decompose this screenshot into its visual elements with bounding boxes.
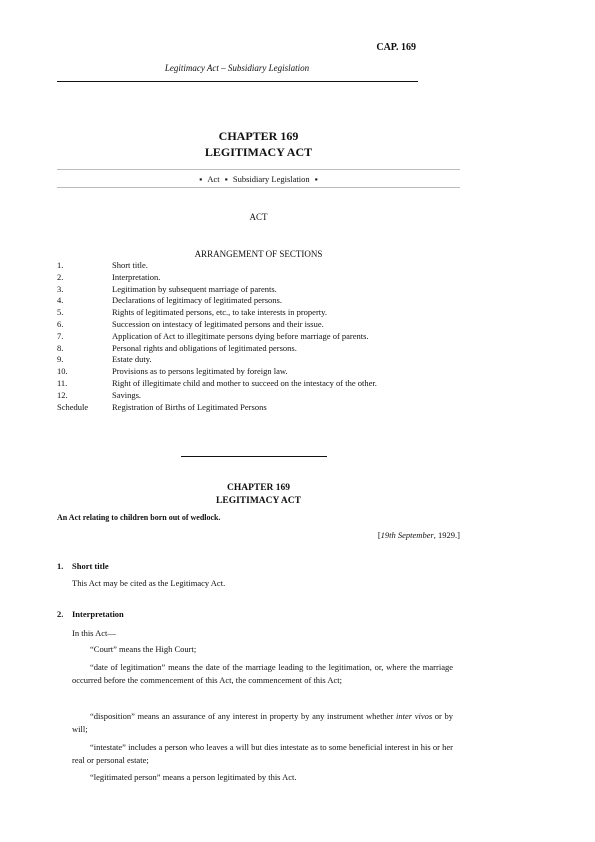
arrangement-item-title: Provisions as to persons legitimated by foreign law. bbox=[112, 366, 288, 377]
long-title: An Act relating to children born out of wedlock. bbox=[57, 513, 221, 522]
definition-court: “Court” means the High Court; bbox=[90, 644, 197, 654]
act-title: LEGITIMACY ACT bbox=[204, 145, 313, 159]
act-title-block bbox=[57, 482, 460, 508]
chapter-heading: CHAPTER 169 bbox=[218, 129, 299, 143]
arrangement-item[interactable] bbox=[57, 366, 460, 378]
nav-link-subsidiary-legislation[interactable]: Subsidiary Legislation bbox=[232, 174, 310, 184]
section-title: Short title bbox=[72, 561, 109, 571]
arrangement-item[interactable] bbox=[57, 260, 460, 272]
section-number: 2. bbox=[57, 609, 64, 619]
section-nav bbox=[57, 174, 460, 184]
arrangement-item[interactable] bbox=[57, 390, 460, 402]
arrangement-item-number: 9. bbox=[57, 354, 64, 365]
arrangement-item-number: 10. bbox=[57, 366, 68, 377]
arrangement-item-title: Legitimation by subsequent marriage of parents. bbox=[112, 283, 277, 294]
arrangement-item[interactable] bbox=[57, 272, 460, 284]
arrangement-item[interactable] bbox=[57, 354, 460, 366]
arrangement-item-title: Registration of Births of Legitimated Persons bbox=[112, 401, 267, 412]
arrangement-item-title: Short title. bbox=[112, 260, 148, 270]
arrangement-item-title: Savings. bbox=[112, 389, 142, 400]
section-2-intro: In this Act— bbox=[72, 628, 116, 638]
nav-rule-bottom bbox=[57, 187, 460, 188]
section-2-heading bbox=[57, 609, 124, 619]
arrangement-item-number: 12. bbox=[57, 389, 68, 400]
section-1-text: This Act may be cited as the Legitimacy Act. bbox=[72, 578, 226, 588]
arrangement-item[interactable] bbox=[57, 307, 460, 319]
nav-rule-top bbox=[57, 169, 460, 170]
arrangement-item-title: Estate duty. bbox=[112, 354, 152, 365]
arrangement-item-number: 4. bbox=[57, 295, 64, 306]
section-1-heading bbox=[57, 561, 109, 571]
arrangement-item-title: Succession on intestacy of legitimated persons and their issue. bbox=[112, 318, 324, 329]
section-title: Interpretation bbox=[72, 609, 124, 619]
arrangement-item-title: Declarations of legitimacy of legitimated persons. bbox=[112, 295, 282, 306]
definition-legitimated-person: “legitimated person” means a person legitimated by this Act. bbox=[90, 772, 297, 782]
definition-disposition: “disposition” means an assurance of any interest in property by any instrument whether inter vivos or by will; bbox=[72, 711, 453, 734]
arrangement-item-title: Right of illegitimate child and mother to succeed on the intestacy of the other. bbox=[112, 377, 377, 388]
arrangement-item-number: 7. bbox=[57, 330, 64, 341]
arrangement-item-title: Rights of legitimated persons, etc., to take interests in property. bbox=[112, 307, 327, 318]
arrangement-item[interactable] bbox=[57, 378, 460, 390]
act-title-2: LEGITIMACY ACT bbox=[216, 496, 301, 506]
running-title: Legitimacy Act – Subsidiary Legislation bbox=[164, 63, 310, 73]
arrangement-item-number: 5. bbox=[57, 307, 64, 318]
section-divider bbox=[181, 456, 327, 457]
arrangement-item-number: 2. bbox=[57, 271, 64, 282]
arrangement-item-title: Application of Act to illegitimate persons dying before marriage of parents. bbox=[112, 330, 369, 341]
arrangement-item-number: 1. bbox=[57, 260, 64, 270]
arrangement-item-title: Interpretation. bbox=[112, 271, 161, 282]
bullet-icon: ▪ bbox=[224, 174, 228, 184]
arrangement-item[interactable] bbox=[57, 331, 460, 343]
arrangement-heading: ARRANGEMENT OF SECTIONS bbox=[194, 249, 323, 259]
bullet-icon: ▪ bbox=[314, 174, 318, 184]
page-title bbox=[57, 128, 460, 160]
chapter-heading-2: CHAPTER 169 bbox=[226, 483, 291, 493]
arrangement-item[interactable] bbox=[57, 319, 460, 331]
definition-date-of-legitimation: “date of legitimation” means the date of the marriage leading to the legitimation, or, where the marriage occurred before the commencement of this Act, the commencement of this Act; bbox=[72, 662, 453, 685]
arrangement-item-number: 3. bbox=[57, 283, 64, 294]
definition-intestate: “intestate” includes a person who leaves a will but dies intestate as to some beneficial interest in his or her real or personal estate; bbox=[72, 742, 453, 765]
arrangement-item-number: 11. bbox=[57, 377, 68, 388]
arrangement-item[interactable] bbox=[57, 284, 460, 296]
arrangement-item-title: Personal rights and obligations of legitimated persons. bbox=[112, 342, 297, 353]
arrangement-item-number: Schedule bbox=[57, 401, 89, 412]
nav-link-act[interactable]: Act bbox=[207, 174, 220, 184]
arrangement-item-number: 6. bbox=[57, 318, 64, 329]
section-number: 1. bbox=[57, 561, 64, 571]
arrangement-item[interactable] bbox=[57, 343, 460, 355]
header-rule bbox=[57, 81, 418, 82]
act-heading: ACT bbox=[249, 212, 268, 222]
commencement-date: [19th September, 1929.] bbox=[377, 530, 460, 540]
bullet-icon: ▪ bbox=[199, 174, 203, 184]
arrangement-list bbox=[57, 260, 460, 413]
chapter-number: CAP. 169 bbox=[376, 42, 416, 53]
arrangement-item-number: 8. bbox=[57, 342, 64, 353]
arrangement-item[interactable] bbox=[57, 402, 460, 414]
arrangement-item[interactable] bbox=[57, 295, 460, 307]
